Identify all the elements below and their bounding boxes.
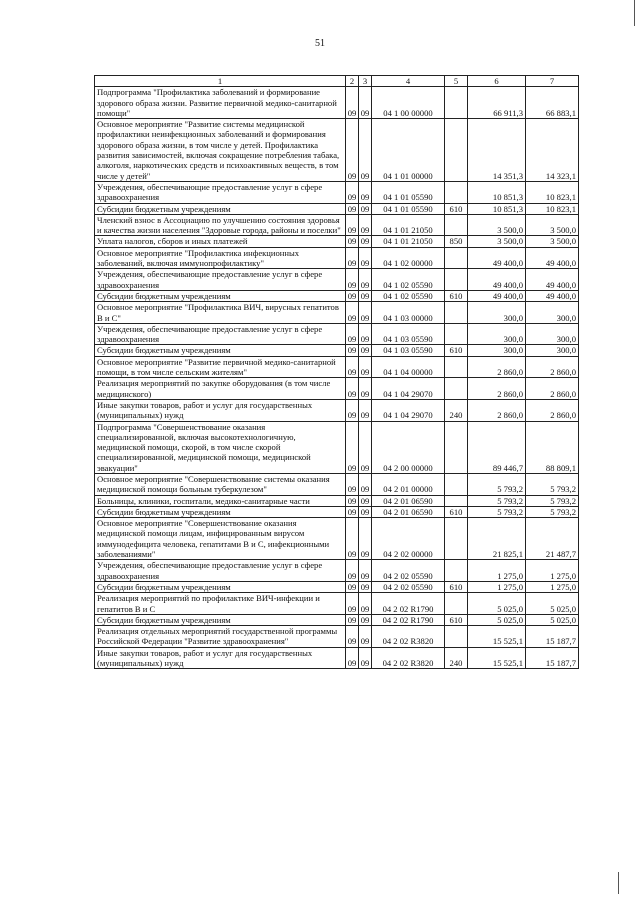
row-section-cell: 09	[346, 647, 359, 669]
row-expense-type-cell	[445, 378, 468, 400]
row-expense-type-cell: 610	[445, 290, 468, 301]
row-expense-type-cell: 610	[445, 506, 468, 517]
table-row	[95, 323, 579, 345]
row-name-cell: Больницы, клиники, госпитали, медико-санитарные части	[95, 495, 346, 506]
table-row	[95, 647, 579, 669]
row-section-cell: 09	[346, 473, 359, 495]
row-amount-year1-cell: 2 860,0	[468, 378, 526, 400]
row-name-cell: Основное мероприятие "Совершенствование системы оказания медицинской помощи больным туберкулезом"	[95, 473, 346, 495]
row-amount-year1-cell: 2 860,0	[468, 399, 526, 421]
row-name-cell: Учреждения, обеспечивающие предоставление услуг в сфере здравоохранения	[95, 560, 346, 582]
row-subsection-cell: 09	[359, 473, 372, 495]
row-expense-type-cell	[445, 593, 468, 615]
row-amount-year2-cell: 49 400,0	[526, 290, 579, 301]
row-expense-type-cell: 850	[445, 236, 468, 247]
header-col-5: 5	[445, 76, 468, 87]
row-section-cell: 09	[346, 236, 359, 247]
row-target-article-cell: 04 1 02 05590	[372, 269, 445, 291]
row-subsection-cell: 09	[359, 593, 372, 615]
row-amount-year1-cell: 5 025,0	[468, 593, 526, 615]
row-expense-type-cell	[445, 247, 468, 269]
row-subsection-cell: 09	[359, 269, 372, 291]
budget-table	[94, 75, 579, 669]
row-amount-year1-cell: 5 025,0	[468, 614, 526, 625]
row-subsection-cell: 09	[359, 236, 372, 247]
header-col-6: 6	[468, 76, 526, 87]
table-row	[95, 290, 579, 301]
row-amount-year1-cell: 2 860,0	[468, 356, 526, 378]
row-name-cell: Реализация мероприятий по закупке оборудования (в том числе медицинского)	[95, 378, 346, 400]
table-row	[95, 593, 579, 615]
table-row	[95, 378, 579, 400]
row-expense-type-cell	[445, 181, 468, 203]
row-amount-year1-cell: 300,0	[468, 323, 526, 345]
row-amount-year2-cell: 14 323,1	[526, 119, 579, 182]
row-expense-type-cell	[445, 269, 468, 291]
row-name-cell: Основное мероприятие "Развитие системы медицинской профилактики неинфекционных заболеваний и формирования здорового образа жизни, в том числе у детей. Профилактика развития зависимостей, включая сокращение потребления табака, алкоголя, наркотических средств и психоактивных веществ, в том числе у детей"	[95, 119, 346, 182]
row-section-cell: 09	[346, 290, 359, 301]
row-subsection-cell: 09	[359, 647, 372, 669]
row-target-article-cell: 04 1 02 00000	[372, 247, 445, 269]
row-amount-year2-cell: 3 500,0	[526, 236, 579, 247]
row-subsection-cell: 09	[359, 203, 372, 214]
row-amount-year1-cell: 5 793,2	[468, 473, 526, 495]
row-name-cell: Подпрограмма "Совершенствование оказания специализированной, включая высокотехнологичную, медицинской помощи, скорой, в том числе скорой специализированной, медицинской помощи, медицинской эвакуации"	[95, 421, 346, 473]
table-row	[95, 302, 579, 324]
row-subsection-cell: 09	[359, 119, 372, 182]
row-amount-year1-cell: 300,0	[468, 302, 526, 324]
row-amount-year1-cell: 66 911,3	[468, 87, 526, 119]
header-col-1: 1	[95, 76, 346, 87]
row-amount-year2-cell: 15 187,7	[526, 626, 579, 648]
row-section-cell: 09	[346, 518, 359, 560]
row-subsection-cell: 09	[359, 87, 372, 119]
row-section-cell: 09	[346, 247, 359, 269]
row-target-article-cell: 04 2 01 06590	[372, 495, 445, 506]
row-expense-type-cell	[445, 626, 468, 648]
row-target-article-cell: 04 1 00 00000	[372, 87, 445, 119]
table-row	[95, 356, 579, 378]
row-amount-year2-cell: 300,0	[526, 323, 579, 345]
table-row	[95, 214, 579, 236]
row-name-cell: Основное мероприятие "Развитие первичной медико-санитарной помощи, в том числе сельским жителям"	[95, 356, 346, 378]
table-row	[95, 626, 579, 648]
row-name-cell: Субсидии бюджетным учреждениям	[95, 290, 346, 301]
row-name-cell: Субсидии бюджетным учреждениям	[95, 345, 346, 356]
row-expense-type-cell: 240	[445, 647, 468, 669]
row-section-cell: 09	[346, 214, 359, 236]
row-section-cell: 09	[346, 181, 359, 203]
row-section-cell: 09	[346, 87, 359, 119]
row-amount-year2-cell: 10 823,1	[526, 181, 579, 203]
row-expense-type-cell: 610	[445, 614, 468, 625]
row-name-cell: Субсидии бюджетным учреждениям	[95, 203, 346, 214]
row-subsection-cell: 09	[359, 518, 372, 560]
row-subsection-cell: 09	[359, 614, 372, 625]
row-section-cell: 09	[346, 119, 359, 182]
row-target-article-cell: 04 2 02 00000	[372, 518, 445, 560]
row-target-article-cell: 04 2 02 R1790	[372, 614, 445, 625]
scan-edge-mark-bottom	[618, 872, 619, 894]
table-row	[95, 581, 579, 592]
row-amount-year2-cell: 5 793,2	[526, 495, 579, 506]
table-row	[95, 236, 579, 247]
row-expense-type-cell: 610	[445, 581, 468, 592]
row-amount-year1-cell: 49 400,0	[468, 290, 526, 301]
table-row	[95, 87, 579, 119]
row-target-article-cell: 04 1 01 05590	[372, 203, 445, 214]
row-amount-year2-cell: 300,0	[526, 302, 579, 324]
row-amount-year2-cell: 3 500,0	[526, 214, 579, 236]
row-amount-year2-cell: 10 823,1	[526, 203, 579, 214]
row-target-article-cell: 04 1 03 05590	[372, 345, 445, 356]
row-amount-year2-cell: 5 025,0	[526, 593, 579, 615]
row-amount-year1-cell: 10 851,3	[468, 181, 526, 203]
row-target-article-cell: 04 2 01 00000	[372, 473, 445, 495]
row-expense-type-cell	[445, 518, 468, 560]
row-amount-year2-cell: 2 860,0	[526, 399, 579, 421]
row-target-article-cell: 04 2 02 05590	[372, 581, 445, 592]
row-expense-type-cell	[445, 119, 468, 182]
row-target-article-cell: 04 1 03 05590	[372, 323, 445, 345]
row-expense-type-cell	[445, 323, 468, 345]
row-section-cell: 09	[346, 495, 359, 506]
row-amount-year2-cell: 15 187,7	[526, 647, 579, 669]
row-expense-type-cell	[445, 473, 468, 495]
row-subsection-cell: 09	[359, 323, 372, 345]
row-expense-type-cell	[445, 421, 468, 473]
row-section-cell: 09	[346, 269, 359, 291]
row-subsection-cell: 09	[359, 345, 372, 356]
row-amount-year2-cell: 49 400,0	[526, 247, 579, 269]
row-section-cell: 09	[346, 356, 359, 378]
table-row	[95, 506, 579, 517]
row-name-cell: Учреждения, обеспечивающие предоставление услуг в сфере здравоохранения	[95, 269, 346, 291]
table-row	[95, 247, 579, 269]
row-target-article-cell: 04 1 04 29070	[372, 399, 445, 421]
row-name-cell: Иные закупки товаров, работ и услуг для государственных (муниципальных) нужд	[95, 647, 346, 669]
page-number: 51	[315, 38, 325, 49]
row-name-cell: Учреждения, обеспечивающие предоставление услуг в сфере здравоохранения	[95, 323, 346, 345]
row-target-article-cell: 04 2 02 R3820	[372, 626, 445, 648]
row-section-cell: 09	[346, 399, 359, 421]
row-subsection-cell: 09	[359, 214, 372, 236]
row-section-cell: 09	[346, 626, 359, 648]
row-subsection-cell: 09	[359, 581, 372, 592]
row-amount-year1-cell: 89 446,7	[468, 421, 526, 473]
row-subsection-cell: 09	[359, 247, 372, 269]
row-target-article-cell: 04 2 02 R3820	[372, 647, 445, 669]
row-amount-year2-cell: 1 275,0	[526, 560, 579, 582]
row-amount-year2-cell: 5 793,2	[526, 506, 579, 517]
row-target-article-cell: 04 1 02 05590	[372, 290, 445, 301]
row-name-cell: Членский взнос в Ассоциацию по улучшению состояния здоровья и качества жизни населения "Здоровые города, районы и поселки"	[95, 214, 346, 236]
row-subsection-cell: 09	[359, 399, 372, 421]
row-expense-type-cell	[445, 495, 468, 506]
row-expense-type-cell	[445, 356, 468, 378]
row-amount-year1-cell: 300,0	[468, 345, 526, 356]
row-target-article-cell: 04 2 00 00000	[372, 421, 445, 473]
row-amount-year2-cell: 21 487,7	[526, 518, 579, 560]
row-subsection-cell: 09	[359, 506, 372, 517]
row-subsection-cell: 09	[359, 356, 372, 378]
row-name-cell: Реализация мероприятий по профилактике ВИЧ-инфекции и гепатитов В и С	[95, 593, 346, 615]
row-section-cell: 09	[346, 345, 359, 356]
row-target-article-cell: 04 1 01 05590	[372, 181, 445, 203]
row-target-article-cell: 04 2 01 06590	[372, 506, 445, 517]
scan-edge-mark-top	[634, 0, 635, 26]
table-row	[95, 345, 579, 356]
row-section-cell: 09	[346, 302, 359, 324]
row-subsection-cell: 09	[359, 495, 372, 506]
header-col-2: 2	[346, 76, 359, 87]
row-name-cell: Субсидии бюджетным учреждениям	[95, 581, 346, 592]
row-expense-type-cell: 610	[445, 345, 468, 356]
row-name-cell: Основное мероприятие "Профилактика ВИЧ, вирусных гепатитов В и С"	[95, 302, 346, 324]
header-row	[95, 76, 579, 87]
row-amount-year2-cell: 2 860,0	[526, 356, 579, 378]
row-expense-type-cell	[445, 560, 468, 582]
row-section-cell: 09	[346, 506, 359, 517]
row-section-cell: 09	[346, 614, 359, 625]
row-section-cell: 09	[346, 581, 359, 592]
row-name-cell: Субсидии бюджетным учреждениям	[95, 614, 346, 625]
row-name-cell: Основное мероприятие "Профилактика инфекционных заболеваний, включая иммунопрофилактику"	[95, 247, 346, 269]
row-subsection-cell: 09	[359, 378, 372, 400]
table-row	[95, 518, 579, 560]
row-expense-type-cell: 240	[445, 399, 468, 421]
row-name-cell: Учреждения, обеспечивающие предоставление услуг в сфере здравоохранения	[95, 181, 346, 203]
row-subsection-cell: 09	[359, 290, 372, 301]
table-row	[95, 495, 579, 506]
row-amount-year2-cell: 2 860,0	[526, 378, 579, 400]
row-subsection-cell: 09	[359, 421, 372, 473]
row-target-article-cell: 04 2 02 05590	[372, 560, 445, 582]
row-amount-year1-cell: 5 793,2	[468, 506, 526, 517]
row-section-cell: 09	[346, 560, 359, 582]
row-amount-year1-cell: 49 400,0	[468, 269, 526, 291]
row-amount-year1-cell: 3 500,0	[468, 236, 526, 247]
table-row	[95, 473, 579, 495]
row-amount-year2-cell: 5 793,2	[526, 473, 579, 495]
row-name-cell: Уплата налогов, сборов и иных платежей	[95, 236, 346, 247]
row-section-cell: 09	[346, 378, 359, 400]
header-col-4: 4	[372, 76, 445, 87]
header-col-3: 3	[359, 76, 372, 87]
table-row	[95, 181, 579, 203]
row-name-cell: Основное мероприятие "Совершенствование оказания медицинской помощи лицам, инфицированным вирусом иммунодефицита человека, гепатитами В и С, инфекционными заболеваниями"	[95, 518, 346, 560]
row-section-cell: 09	[346, 323, 359, 345]
row-amount-year1-cell: 15 525,1	[468, 626, 526, 648]
table-row	[95, 119, 579, 182]
row-subsection-cell: 09	[359, 181, 372, 203]
table-row	[95, 269, 579, 291]
row-amount-year2-cell: 49 400,0	[526, 269, 579, 291]
row-name-cell: Подпрограмма "Профилактика заболеваний и формирование здорового образа жизни. Развитие первичной медико-санитарной помощи"	[95, 87, 346, 119]
row-amount-year2-cell: 5 025,0	[526, 614, 579, 625]
row-target-article-cell: 04 1 03 00000	[372, 302, 445, 324]
table-row	[95, 560, 579, 582]
row-section-cell: 09	[346, 421, 359, 473]
row-target-article-cell: 04 1 04 00000	[372, 356, 445, 378]
row-amount-year1-cell: 1 275,0	[468, 581, 526, 592]
row-amount-year1-cell: 1 275,0	[468, 560, 526, 582]
row-target-article-cell: 04 1 01 21050	[372, 236, 445, 247]
row-amount-year1-cell: 14 351,3	[468, 119, 526, 182]
row-name-cell: Субсидии бюджетным учреждениям	[95, 506, 346, 517]
row-amount-year2-cell: 66 883,1	[526, 87, 579, 119]
row-expense-type-cell	[445, 214, 468, 236]
row-subsection-cell: 09	[359, 626, 372, 648]
row-target-article-cell: 04 1 01 00000	[372, 119, 445, 182]
row-target-article-cell: 04 1 04 29070	[372, 378, 445, 400]
row-section-cell: 09	[346, 593, 359, 615]
row-subsection-cell: 09	[359, 560, 372, 582]
row-target-article-cell: 04 2 02 R1790	[372, 593, 445, 615]
table-row	[95, 421, 579, 473]
row-expense-type-cell: 610	[445, 203, 468, 214]
row-amount-year2-cell: 1 275,0	[526, 581, 579, 592]
table-row	[95, 203, 579, 214]
row-amount-year2-cell: 88 809,1	[526, 421, 579, 473]
row-section-cell: 09	[346, 203, 359, 214]
row-amount-year1-cell: 49 400,0	[468, 247, 526, 269]
table-row	[95, 614, 579, 625]
row-amount-year1-cell: 5 793,2	[468, 495, 526, 506]
row-target-article-cell: 04 1 01 21050	[372, 214, 445, 236]
table-row	[95, 399, 579, 421]
row-name-cell: Реализация отдельных мероприятий государственной программы Российской Федерации "Развитие здравоохранения"	[95, 626, 346, 648]
row-amount-year1-cell: 21 825,1	[468, 518, 526, 560]
header-col-7: 7	[526, 76, 579, 87]
row-amount-year1-cell: 10 851,3	[468, 203, 526, 214]
row-amount-year1-cell: 15 525,1	[468, 647, 526, 669]
row-subsection-cell: 09	[359, 302, 372, 324]
row-expense-type-cell	[445, 302, 468, 324]
row-name-cell: Иные закупки товаров, работ и услуг для государственных (муниципальных) нужд	[95, 399, 346, 421]
row-expense-type-cell	[445, 87, 468, 119]
row-amount-year1-cell: 3 500,0	[468, 214, 526, 236]
row-amount-year2-cell: 300,0	[526, 345, 579, 356]
